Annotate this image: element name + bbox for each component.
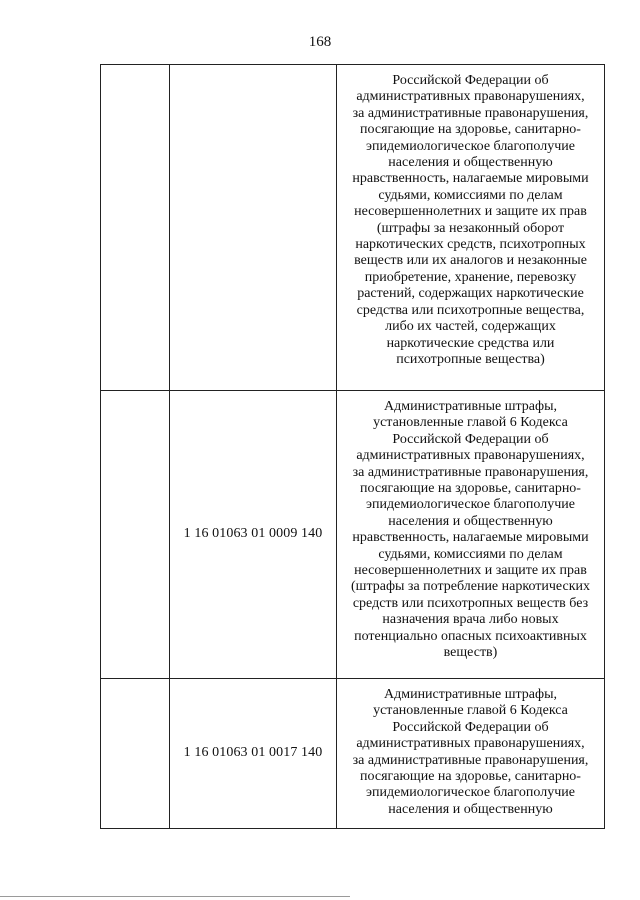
description-text [343,399,598,662]
description-line: эпидемиологическое благополучие [366,785,575,801]
description-text [343,687,598,818]
description-line: установленные главой 6 Кодекса [373,415,568,431]
cell-administrator [101,65,170,391]
description-line: посягающие на здоровье, санитарно- [360,122,581,138]
description-line: наркотические средства или [386,335,555,351]
description-line: либо их частей, содержащих [385,319,556,335]
description-line: населения и общественную [388,513,553,529]
description-line: административных правонарушениях, [356,736,585,752]
description-line: наркотических средств, психотропных [355,237,586,253]
cell-description [337,679,605,829]
cell-administrator [101,391,170,679]
description-line: за административные правонарушения, [352,464,589,480]
cell-description [337,391,605,679]
description-line: несовершеннолетних и защите их прав [354,563,587,579]
table-body [101,65,605,829]
description-line: (штрафы за потребление наркотических [351,579,590,595]
description-line: судьями, комиссиями по делам [378,546,563,562]
page-bottom-divider [0,896,350,897]
cell-description [337,65,605,391]
description-line: эпидемиологическое благополучие [366,138,575,154]
description-line: за административные правонарушения, [352,752,589,768]
description-line: посягающие на здоровье, санитарно- [360,769,581,785]
description-line: посягающие на здоровье, санитарно- [360,481,581,497]
description-line: населения и общественную [388,801,553,817]
description-line: несовершеннолетних и защите их прав [354,204,587,220]
description-line: эпидемиологическое благополучие [366,497,575,513]
description-line: средств или психотропных веществ без [352,595,589,611]
description-line: растений, содержащих наркотические [357,286,584,302]
description-line: веществ) [443,645,498,661]
description-line: населения и общественную [388,155,553,171]
cell-classification-code: 1 16 01063 01 0017 140 [170,679,337,829]
description-line: установленные главой 6 Кодекса [373,703,568,719]
description-line: административных правонарушениях, [356,448,585,464]
description-line: приобретение, хранение, перевозку [364,269,577,285]
description-line: Российской Федерации об [392,73,549,88]
description-line: судьями, комиссиями по делам [378,187,563,203]
table-row [101,679,605,829]
cell-classification-code: 1 16 01063 01 0009 140 [170,391,337,679]
description-line: административных правонарушениях, [356,89,585,105]
description-line: потенциально опасных психоактивных [354,628,587,644]
description-line: (штрафы за незаконный оборот [376,220,565,236]
description-line: Российской Федерации об [392,431,549,447]
description-line: средства или психотропные вещества, [356,302,585,318]
cell-administrator [101,679,170,829]
description-line: веществ или их аналогов и незаконные [354,253,587,269]
description-line: назначения врача либо новых [382,612,559,628]
description-line: Административные штрафы, [383,399,558,414]
description-line: за административные правонарушения, [352,105,589,121]
description-line: психотропные вещества) [396,351,545,367]
table-row [101,391,605,679]
table-row [101,65,605,391]
description-line: нравственность, налагаемые мировыми [352,171,589,187]
description-line: нравственность, налагаемые мировыми [352,530,589,546]
cell-classification-code [170,65,337,391]
description-line: Российской Федерации об [392,719,549,735]
budget-classification-table [100,64,605,829]
description-text [343,73,598,368]
description-line: Административные штрафы, [383,687,558,702]
page-number: 168 [308,34,332,50]
